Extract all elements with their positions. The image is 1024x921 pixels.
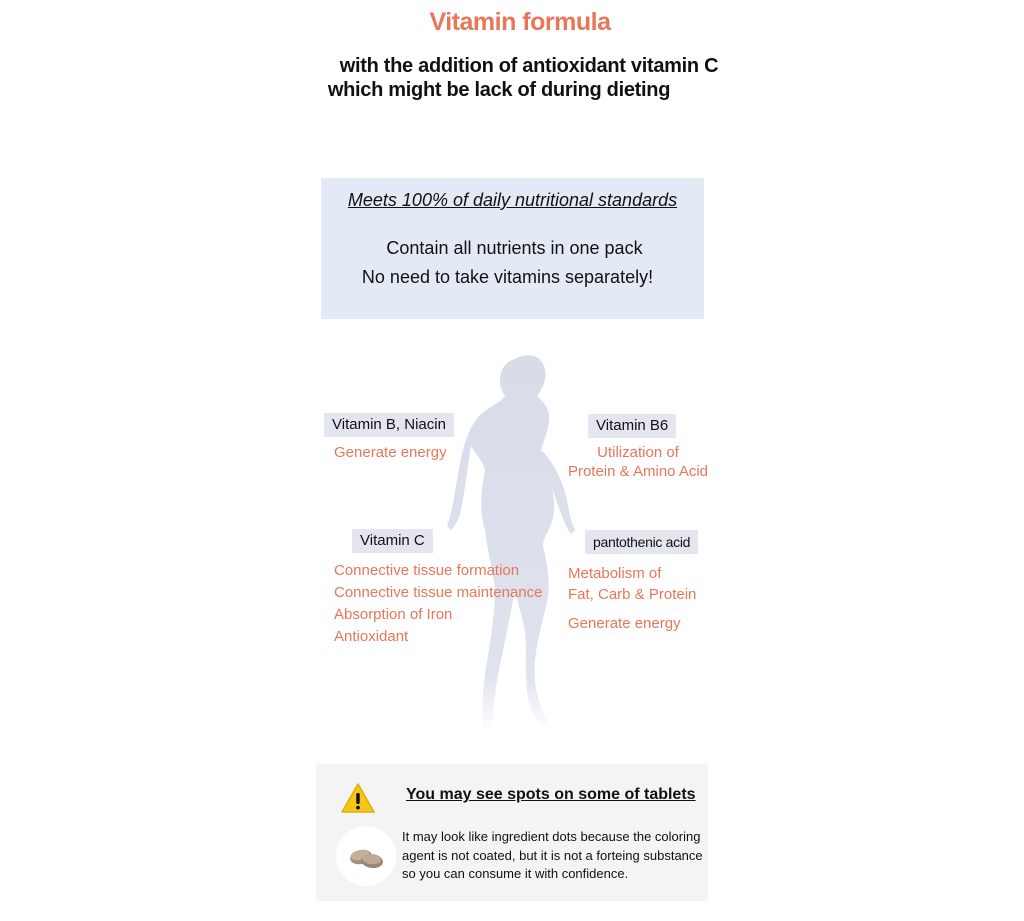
notice-line: so you can consume it with confidence. <box>402 866 629 881</box>
page-title: Vitamin formula <box>429 8 611 36</box>
effect-text: Absorption of Iron <box>334 606 453 623</box>
nutrient-tag-vitamin-b6: Vitamin B6 <box>588 414 676 438</box>
nutrient-tag-pantothenic-acid: pantothenic acid <box>585 530 698 554</box>
effect-text: Generate energy <box>568 615 681 632</box>
nutrient-tag-vitamin-b-niacin: Vitamin B, Niacin <box>324 413 454 437</box>
nutrient-effects-vitamin-b6 <box>567 443 709 484</box>
standards-box <box>321 178 704 319</box>
standards-heading: Meets 100% of daily nutritional standards <box>347 190 678 210</box>
warning-icon <box>340 782 376 814</box>
tablets-icon <box>336 826 396 886</box>
effect-text: Antioxidant <box>334 628 409 645</box>
effect-text: Metabolism of <box>568 565 662 582</box>
effect-text: Connective tissue formation <box>334 562 520 579</box>
standards-line-1: Contain all nutrients in one pack <box>386 238 643 258</box>
notice-box <box>316 764 708 901</box>
effect-text: Protein & Amino Acid <box>567 463 709 480</box>
notice-body <box>402 828 703 884</box>
effect-text: Fat, Carb & Protein <box>568 586 697 603</box>
effect-text: Connective tissue maintenance <box>334 584 543 601</box>
nutrient-effects-vitamin-c <box>334 561 542 649</box>
nutrient-effects-vitamin-b-niacin <box>334 443 447 465</box>
standards-line-2: No need to take vitamins separately! <box>361 267 654 287</box>
notice-line: It may look like ingredient dots because the coloring <box>402 829 701 844</box>
notice-line: agent is not coated, but it is not a forteing substance <box>402 847 703 863</box>
nutrient-tag-vitamin-c: Vitamin C <box>352 529 433 553</box>
nutrient-effects-pantothenic-acid <box>568 564 696 636</box>
notice-heading: You may see spots on some of tablets <box>406 786 696 803</box>
subtitle-line-1: with the addition of antioxidant vitamin C <box>339 55 719 77</box>
effect-text: Generate energy <box>334 444 447 461</box>
subtitle-line-2: which might be lack of during dieting <box>327 79 671 101</box>
tablet-image <box>336 826 396 886</box>
effect-text: Utilization of <box>597 444 679 461</box>
